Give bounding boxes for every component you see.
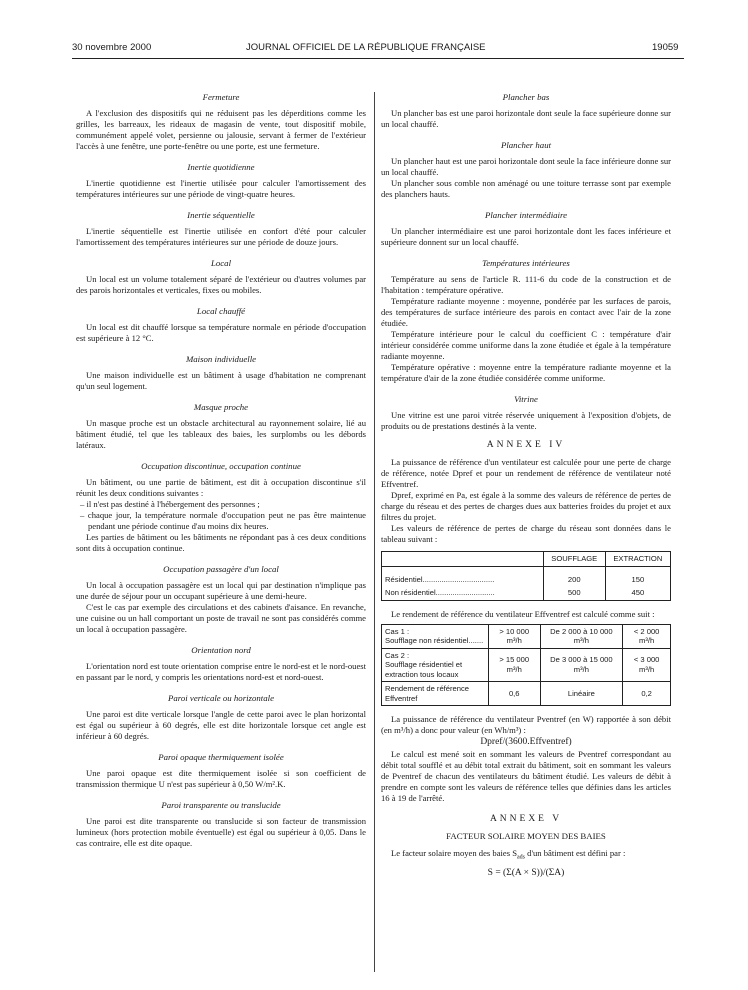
left-column (76, 92, 366, 849)
para-local: Un local est un volume totalement séparé de l'extérieur ou d'autres volumes par des parois horizontales et verticales, fixes ou mobiles. (76, 274, 366, 295)
table-cell-value: 500 (543, 586, 605, 600)
heading-occupation: Occupation discontinue, occupation continue (141, 461, 301, 471)
para-annex-v-1: Le facteur solaire moyen des baies $S_{ads}$ d'un bâtiment est défini par : (391, 848, 626, 861)
para-orientation-nord: L'orientation nord est toute orientation comprise entre le nord-est et le nord-ouest en passant par le nord, y compris les orientations nord-est et nord-ouest. (76, 661, 366, 682)
heading-paroi-verticale: Paroi verticale ou horizontale (168, 693, 274, 703)
table-cell-value: 0,2 (623, 682, 671, 706)
table-cell-label: Rendement de référence Effventref (382, 682, 489, 706)
table-rendement (381, 624, 671, 707)
para-vitrine: Une vitrine est une paroi vitrée réservée uniquement à l'exposition d'objets, de produits ou de prestations destinés à la vente. (381, 410, 671, 431)
para-annex-iv-1: La puissance de référence d'un ventilateur est calculée pour une perte de charge de référence, notée Dpref et pour un rendement de référence de ventilateur noté Effventref. (381, 457, 671, 489)
para-inertie-quotidienne: L'inertie quotidienne est l'inertie utilisée pour calculer l'amortissement des températures intérieures sur une période de vingt-quatre heures. (76, 178, 366, 199)
para-paroi-isolee: Une paroi opaque est dite thermiquement isolée si son coefficient de transmission thermique U n'est pas supérieur à 0,50 W/m².K. (76, 768, 366, 789)
heading-occupation-passagere: Occupation passagère d'un local (163, 564, 279, 574)
heading-vitrine: Vitrine (514, 394, 538, 404)
para-local-chauffe: Un local est dit chauffé lorsque sa température normale en période d'occupation est supérieure à 12 °C. (76, 322, 366, 343)
para-annex-iv-6: Le calcul est mené soit en sommant les valeurs de Pventref correspondant au débit total soufflé et au débit total extrait du bâtiment, soit en sommant les valeurs de Pventref de chacun des ventilateurs du bâtiment étudié. Les valeurs de débit à prendre en compte sont les valeurs de référence telles que définies dans les articles 16 à 19 de l'arrêté. (381, 749, 671, 803)
heading-paroi-isolee: Paroi opaque thermiquement isolée (158, 752, 284, 762)
para-temperature-3: Température intérieure pour le calcul du coefficient C : température d'air intérieur considérée comme uniforme dans la zone étudiée et égale à la température radiante moyenne. (381, 329, 671, 361)
para-occupation-1: Un bâtiment, ou une partie de bâtiment, est dit à occupation discontinue s'il réunit les deux conditions suivantes : (76, 477, 366, 498)
para-occupation-passagere-1: Un local à occupation passagère est un local qui par destination n'implique pas une durée de séjour pour un occupant supérieure à une demi-heure. (76, 580, 366, 601)
para-paroi-verticale: Une paroi est dite verticale lorsque l'angle de cette paroi avec le plan horizontal est égal ou supérieur à 60 degrés, elle est dite horizontale lorsque cet angle est inférieur à 60 degrés. (76, 709, 366, 741)
table-cell-value: 0,6 (488, 682, 540, 706)
table-header-extraction: EXTRACTION (605, 552, 670, 567)
table-cell-value: < 3 000 m³/h (623, 648, 671, 682)
table-cell-label: Non résidentiel............................ (382, 586, 544, 600)
header-date: 30 novembre 2000 (72, 42, 152, 53)
heading-masque-proche: Masque proche (193, 402, 249, 412)
table-cell-value: 150 (605, 566, 670, 586)
para-occupation-passagere-2: C'est le cas par exemple des circulations et des cabinets d'aisance. En revanche, une cuisine ou un hall comportant un poste de travail ne sont pas considérés comme un local à occupation passagère. (76, 602, 366, 634)
table-cell-value: < 2 000 m³/h (623, 624, 671, 648)
annex-v-subtitle: FACTEUR SOLAIRE MOYEN DES BAIES (446, 831, 606, 841)
table-cell-value: 450 (605, 586, 670, 600)
para-temperature-2: Température radiante moyenne : moyenne, pondérée par les surfaces de parois, des températures de surface intérieure des parois en contact avec l'air de la zone étudiée. (381, 296, 671, 328)
list-item-occupation-1: – il n'est pas destiné à l'hébergement des personnes ; (80, 499, 260, 509)
table-cell-value: De 2 000 à 10 000 m³/h (540, 624, 623, 648)
para-annex-iv-2: Dpref, exprimé en Pa, est égale à la somme des valeurs de référence de pertes de charge du réseau et des pertes de charges dues aux batteries froides du projet et aux filtres du projet. (381, 490, 671, 522)
table-cell-value: > 10 000 m³/h (488, 624, 540, 648)
table-cell-value: De 3 000 à 15 000 m³/h (540, 648, 623, 682)
table-header-empty (382, 552, 544, 567)
table-row (382, 586, 671, 600)
table-pertes-de-charge (381, 551, 671, 601)
para-plancher-haut-2: Un plancher sous comble non aménagé ou une toiture terrasse sont par exemple des planchers hauts. (381, 178, 671, 199)
table-cell-label: Résidentiel.................................. (382, 566, 544, 586)
table-cell-label: Cas 2 : Soufflage résidentiel et extraction tous locaux (382, 648, 489, 682)
header-rule (72, 58, 684, 59)
table-header-soufflage: SOUFFLAGE (543, 552, 605, 567)
table-row (382, 682, 671, 706)
table-cell-value: 200 (543, 566, 605, 586)
formula-facteur-solaire: S = (Σ(A × S))/(ΣA) (487, 867, 565, 878)
heading-maison-individuelle: Maison individuelle (185, 354, 257, 364)
para-occupation-2: Les parties de bâtiment ou les bâtiments ne répondant pas à ces deux conditions sont dits à occupation continue. (76, 532, 366, 553)
header-journal-title: JOURNAL OFFICIEL DE LA RÉPUBLIQUE FRANÇAISE (246, 42, 486, 53)
heading-fermeture: Fermeture (202, 92, 240, 102)
table-header-row (382, 552, 671, 567)
list-item-occupation-2: – chaque jour, la température normale d'occupation peut ne pas être maintenue pendant une période continue d'au moins dix heures. (80, 510, 366, 531)
heading-orientation-nord: Orientation nord (191, 645, 251, 655)
para-plancher-bas: Un plancher bas est une paroi horizontale dont seule la face supérieure donne sur un local chauffé. (381, 108, 671, 129)
heading-local-chauffe: Local chauffé (196, 306, 246, 316)
para-temperature-1: Température au sens de l'article R. 111-6 du code de la construction et de l'habitation : température opérative. (381, 274, 671, 295)
table-cell-value: Linéaire (540, 682, 623, 706)
column-separator (374, 92, 375, 972)
heading-plancher-bas: Plancher bas (502, 92, 550, 102)
heading-local: Local (210, 258, 232, 268)
table-row (382, 648, 671, 682)
header-page-number: 19059 (652, 42, 679, 53)
annex-v-title: ANNEXE V (489, 814, 563, 824)
heading-paroi-transparente: Paroi transparente ou translucide (161, 800, 281, 810)
para-inertie-sequentielle: L'inertie séquentielle est l'inertie utilisée en confort d'été pour calculer l'amortissement des températures intérieures sur une période de douze jours. (76, 226, 366, 247)
para-paroi-transparente: Une paroi est dite transparente ou translucide si son facteur de transmission lumineux (hors protection mobile éventuelle) est égal ou supérieur à 0,05. Dans le cas contraire, elle est dite opaque. (76, 816, 366, 848)
para-annex-iv-5: La puissance de référence du ventilateur Pventref (en W) rapportée à son débit (en m³/h) a donc pour valeur (en Wh/m³) : (381, 714, 671, 735)
heading-inertie-quotidienne: Inertie quotidienne (187, 162, 255, 172)
heading-inertie-sequentielle: Inertie séquentielle (187, 210, 255, 220)
right-column (381, 92, 671, 880)
para-temperature-4: Température opérative : moyenne entre la température radiante moyenne et la température d'air de la zone étudiée considérée comme uniforme. (381, 362, 671, 383)
para-fermeture: A l'exclusion des dispositifs qui ne réduisent pas les déperditions comme les grilles, les barreaux, les rideaux de magasin de vente, tout dispositif mobile, communément appelé volet, persienne ou jalousie, servant à fermer de l'extérieur l'accès à une fenêtre, une porte-fenêtre ou une porte, est une fermeture. (76, 108, 366, 151)
formula-pventref: Dpref/(3600.Effventref) (480, 737, 572, 747)
table-row (382, 624, 671, 648)
para-plancher-haut-1: Un plancher haut est une paroi horizontale dont seule la face inférieure donne sur un local chauffé. (381, 156, 671, 177)
para-annex-iv-4: Le rendement de référence du ventilateur Effventref est calculé comme suit : (391, 608, 655, 619)
heading-temperatures: Températures intérieures (482, 258, 570, 268)
heading-plancher-haut: Plancher haut (500, 140, 552, 150)
table-cell-value: > 15 000 m³/h (488, 648, 540, 682)
para-plancher-intermediaire: Un plancher intermédiaire est une paroi horizontale dont les faces inférieure et supérieure donnent sur un local chauffé. (381, 226, 671, 247)
para-annex-iv-3: Les valeurs de référence de pertes de charge du réseau sont données dans le tableau suivant : (381, 523, 671, 544)
table-cell-label: Cas 1 : Soufflage non résidentiel....... (382, 624, 489, 648)
heading-plancher-intermediaire: Plancher intermédiaire (484, 210, 567, 220)
annex-iv-title: ANNEXE IV (486, 440, 566, 450)
table-row (382, 566, 671, 586)
para-maison-individuelle: Une maison individuelle est un bâtiment à usage d'habitation ne comprenant qu'un seul logement. (76, 370, 366, 391)
para-masque-proche: Un masque proche est un obstacle architectural au rayonnement solaire, lié au bâtiment étudié, tel que les tableaux des baies, les surplombs ou les débords latéraux. (76, 418, 366, 450)
